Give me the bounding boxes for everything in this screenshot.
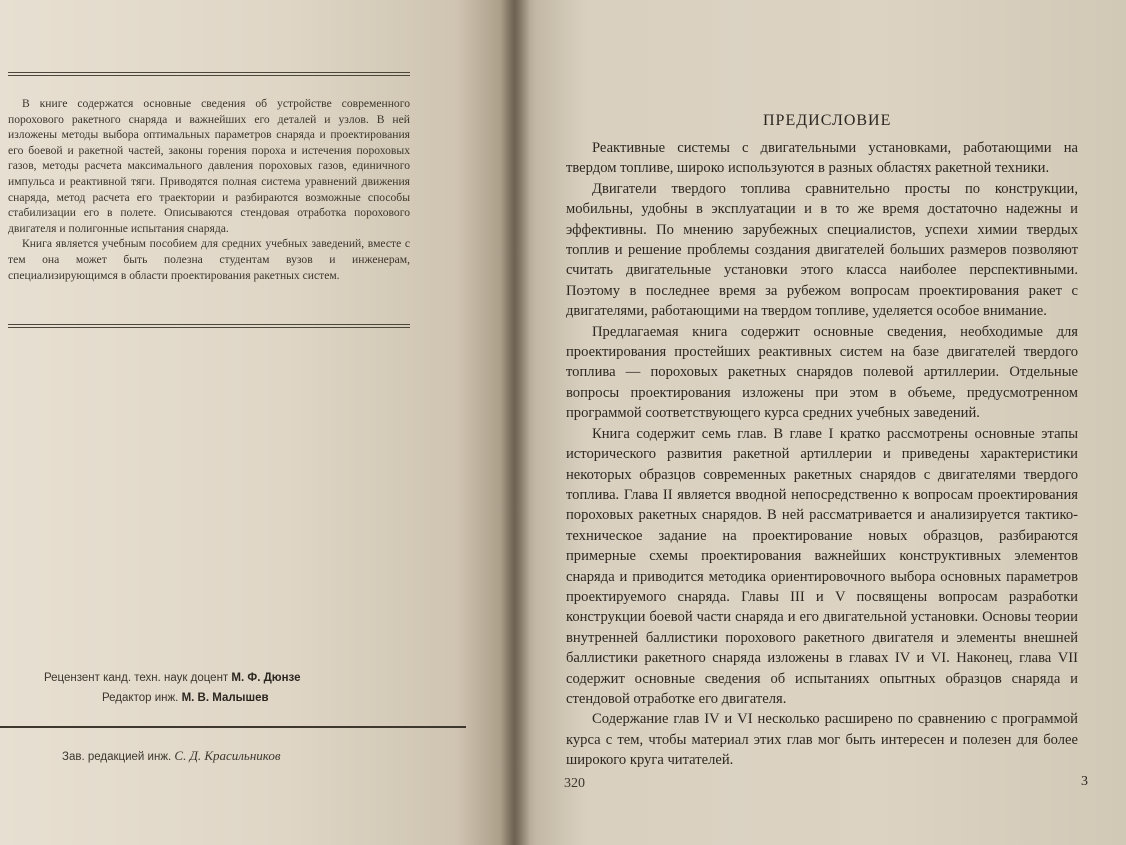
editor-line	[44, 692, 464, 704]
editor-label: Редактор инж.	[102, 692, 179, 704]
preface-paragraph: Книга содержит семь глав. В главе I кратко рассмотрены основные этапы исторического развития ракетной артиллерии и приведены характеристики некоторых образцов современных ракетных снарядов с двигателями твердого топлива. Глава II является вводной непосредственно к вопросам проектирования пороховых ракетных снарядов. В ней рассматривается и анализируется тактико-техническое задание на проектирование новых образцов, разбираются примерные схемы проектирования важнейших конструктивных элементов снаряда и приводится методика ориентировочного выбора основных параметров проектируемого снаряда. Главы III и V посвящены вопросам разработки конструкции боевой части снаряда и его двигательной установки. Основы теории внутренней баллистики порохового ракетного двигателя и элементы внешней баллистики ракетного снаряда изложены в главах IV и VI. Наконец, глава VII содержит основные сведения об испытаниях опытных образцов снаряда и стендовой отработке его двигателя.	[566, 425, 1078, 707]
reviewer-line	[44, 672, 464, 684]
annotation-block	[8, 96, 410, 283]
preface-paragraph: Реактивные системы с двигательными установками, работающими на твердом топливе, широко используются в разных областях ракетной техники.	[566, 140, 1078, 177]
preface-paragraph: Двигатели твердого топлива сравнительно просты по конструкции, мобильны, удобны в эксплуатации и в то же время достаточно надежны и эффективны. По мнению зарубежных специалистов, успехи химии твердых топлив и решение проблемы создания двигателей больших размеров позволяют считать двигательные установки этого класса наиболее перспективными. Поэтому в последнее время за рубежом вопросам проектирования ракет с двигателями, работающими на твердом топливе, уделяется особое внимание.	[566, 180, 1078, 320]
credits-rule	[0, 726, 466, 728]
top-rule	[8, 72, 410, 76]
page-number-left: 320	[564, 776, 585, 791]
book-gutter	[500, 0, 530, 845]
preface-paragraph: Содержание глав IV и VI несколько расширено по сравнению с программой курса с тем, чтобы материал этих глав мог быть интересен и полезен для более широкого круга читателей.	[566, 711, 1078, 769]
preface-text	[566, 138, 1078, 771]
credits-block	[44, 672, 464, 712]
annotation-paragraph: Книга является учебным пособием для средних учебных заведений, вместе с тем она может быть полезна студентам вузов и инженерам, специализирующимся в области проектирования ракетных систем.	[8, 237, 410, 282]
editorial-label: Зав. редакцией инж.	[62, 751, 172, 763]
annotation-paragraph: В книге содержатся основные сведения об устройстве современного порохового ракетного снаряда и важнейших его деталей и узлов. В ней изложены методы выбора оптимальных параметров снаряда и проектирования его боевой и ракетной частей, законы горения пороха и истечения пороховых газов, методы расчета максимального давления пороховых газов, единичного импульса и реактивной тяги. Приводятся полная система уравнений движения снаряда, метод расчета его траектории и разбираются возможные способы стабилизации его в полете. Описываются стендовая отработка порохового двигателя и полигонные испытания снаряда.	[8, 97, 410, 235]
left-page	[0, 0, 520, 845]
page-number-right: 3	[1081, 774, 1088, 789]
page-title: ПРЕДИСЛОВИЕ	[763, 112, 892, 129]
reviewer-label: Рецензент канд. техн. наук доцент	[44, 672, 229, 684]
reviewer-name: М. Ф. Дюнзе	[231, 672, 301, 684]
editor-name: М. В. Малышев	[181, 692, 269, 704]
editorial-name: С. Д. Красильников	[174, 748, 281, 763]
editorial-line	[62, 748, 281, 764]
preface-paragraph: Предлагаемая книга содержит основные сведения, необходимые для проектирования простейших реактивных систем на базе двигателей твердого топлива — пороховых ракетных снарядов полевой артиллерии. Отдельные вопросы проектирования изложены при этом в объеме, предусмотренном программой соответствующего курса средних учебных заведений.	[566, 323, 1078, 422]
bottom-rule	[8, 324, 410, 328]
